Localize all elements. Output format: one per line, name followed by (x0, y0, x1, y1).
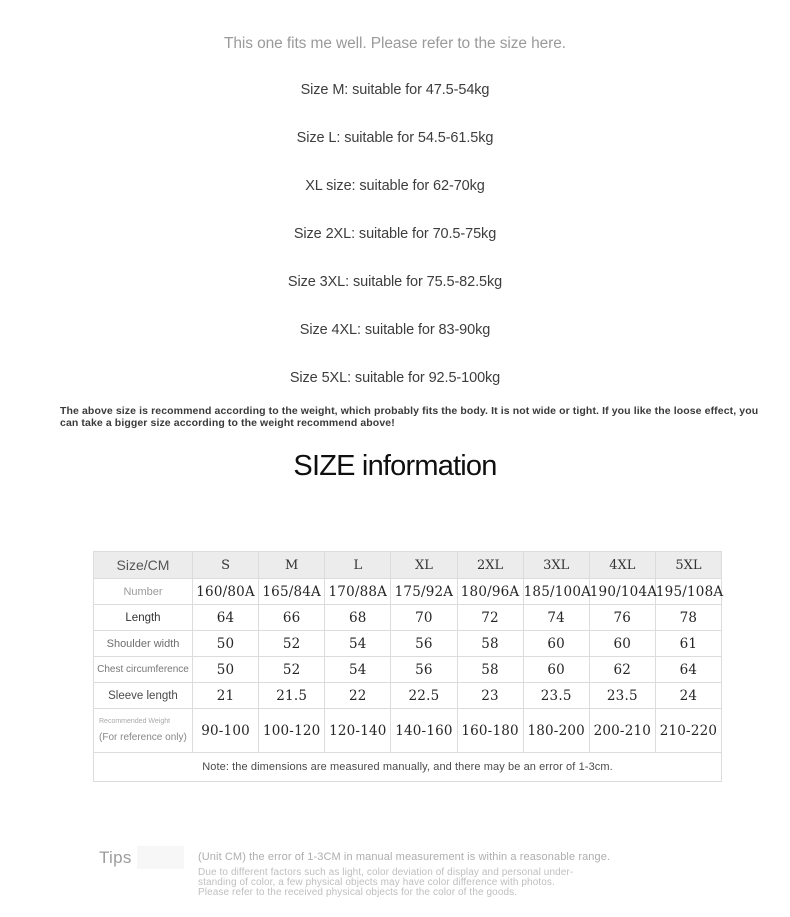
cell-value: 23 (457, 683, 523, 709)
table-col-header: 2XL (457, 552, 523, 579)
table-col-header: L (325, 552, 391, 579)
size-line-l: Size L: suitable for 54.5-61.5kg (296, 130, 494, 146)
row-label-main: Recommended Weight (99, 718, 171, 725)
tips-color-disclaimer (198, 868, 618, 899)
cell-value: 200-210 (589, 709, 655, 753)
cell-value: 74 (523, 605, 589, 631)
cell-value: 64 (655, 657, 721, 683)
tips-unit-line: (Unit CM) the error of 1-3CM in manual measurement is within a reasonable range. (198, 851, 611, 863)
table-row (94, 579, 722, 605)
cell-value: 58 (457, 657, 523, 683)
size-line-2xl: Size 2XL: suitable for 70.5-75kg (293, 226, 497, 242)
cell-value: 23.5 (523, 683, 589, 709)
cell-value: 175/92A (391, 579, 457, 605)
row-label: Shoulder width (94, 631, 193, 657)
cell-value: 61 (655, 631, 721, 657)
cell-value: 54 (325, 657, 391, 683)
size-line-m: Size M: suitable for 47.5-54kg (300, 82, 490, 98)
cell-value: 22.5 (391, 683, 457, 709)
cell-value: 180-200 (523, 709, 589, 753)
cell-value: 120-140 (325, 709, 391, 753)
cell-value: 210-220 (655, 709, 721, 753)
cell-value: 72 (457, 605, 523, 631)
cell-value: 165/84A (259, 579, 325, 605)
cell-value: 70 (391, 605, 457, 631)
cell-value: 160/80A (193, 579, 259, 605)
table-col-header: 3XL (523, 552, 589, 579)
cell-value: 60 (523, 631, 589, 657)
cell-value: 180/96A (457, 579, 523, 605)
tips-line: Due to different factors such as light, color deviation of display and personal under- (198, 867, 574, 878)
table-note-row (94, 753, 722, 782)
cell-value: 52 (259, 657, 325, 683)
weight-recommendation-note: The above size is recommend according to the weight, which probably fits the body. It is not wide or tight. If you like the loose effect, you can take a bigger size according to the weight recommend above! (60, 405, 759, 429)
row-label: Number (94, 579, 193, 605)
cell-value: 100-120 (259, 709, 325, 753)
size-line-4xl: Size 4XL: suitable for 83-90kg (299, 322, 491, 338)
cell-value: 58 (457, 631, 523, 657)
cell-value: 50 (193, 657, 259, 683)
cell-value: 160-180 (457, 709, 523, 753)
faded-stamp (137, 846, 184, 869)
size-list (0, 82, 790, 387)
table-col-header: 5XL (655, 552, 721, 579)
cell-value: 56 (391, 631, 457, 657)
table-row (94, 631, 722, 657)
row-label: Length (94, 605, 193, 631)
tips-line: Please refer to the received physical objects for the color of the goods. (198, 887, 518, 899)
cell-value: 190/104A (589, 579, 655, 605)
cell-value: 68 (325, 605, 391, 631)
table-col-header: XL (391, 552, 457, 579)
cell-value: 140-160 (391, 709, 457, 753)
table-col-header: S (193, 552, 259, 579)
row-label: Chest circumference (94, 657, 193, 683)
cell-value: 21.5 (259, 683, 325, 709)
cell-value: 21 (193, 683, 259, 709)
cell-value: 22 (325, 683, 391, 709)
cell-value: 78 (655, 605, 721, 631)
cell-value: 76 (589, 605, 655, 631)
table-row (94, 709, 722, 753)
cell-value: 62 (589, 657, 655, 683)
table-col-header: M (259, 552, 325, 579)
cell-value: 64 (193, 605, 259, 631)
cell-value: 54 (325, 631, 391, 657)
table-row (94, 605, 722, 631)
cell-value: 195/108A (655, 579, 721, 605)
row-label: Sleeve length (94, 683, 193, 709)
cell-value: 56 (391, 657, 457, 683)
size-line-3xl: Size 3XL: suitable for 75.5-82.5kg (287, 274, 503, 290)
tips-label: Tips (99, 848, 132, 867)
size-line-5xl: Size 5XL: suitable for 92.5-100kg (289, 370, 501, 386)
table-header-row (94, 552, 722, 579)
cell-value: 52 (259, 631, 325, 657)
cell-value: 90-100 (193, 709, 259, 753)
table-col-header: 4XL (589, 552, 655, 579)
row-label (94, 709, 193, 753)
cell-value: 66 (259, 605, 325, 631)
intro-text: This one fits me well. Please refer to the size here. (224, 35, 566, 52)
tips-text-block (198, 851, 618, 899)
table-row (94, 683, 722, 709)
size-table (93, 551, 722, 782)
table-note: Note: the dimensions are measured manually, and there may be an error of 1-3cm. (94, 753, 722, 782)
cell-value: 24 (655, 683, 721, 709)
row-label-sub: (For reference only) (99, 732, 187, 743)
section-title: SIZE information (293, 450, 497, 482)
cell-value: 185/100A (523, 579, 589, 605)
cell-value: 170/88A (325, 579, 391, 605)
tips-line: standing of color, a few physical objects may have color difference with photos. (198, 877, 555, 889)
table-row (94, 657, 722, 683)
table-corner-header: Size/CM (94, 552, 193, 579)
cell-value: 23.5 (589, 683, 655, 709)
size-table-container (93, 551, 722, 782)
cell-value: 60 (589, 631, 655, 657)
cell-value: 50 (193, 631, 259, 657)
cell-value: 60 (523, 657, 589, 683)
size-line-xl: XL size: suitable for 62-70kg (305, 178, 485, 194)
